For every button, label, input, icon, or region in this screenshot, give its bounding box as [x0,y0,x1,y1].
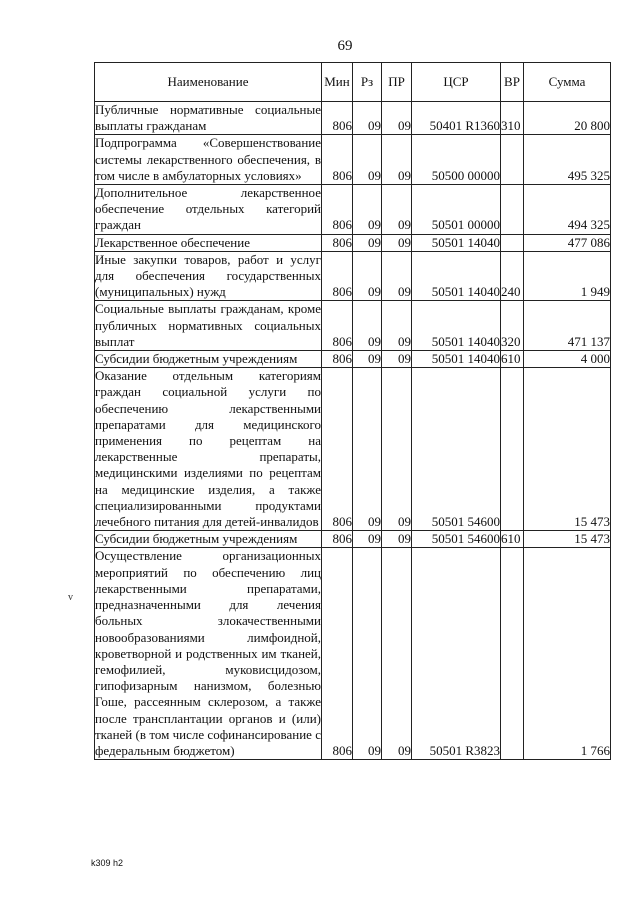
cell-csr: 50501 14040 [412,234,501,251]
cell-rz: 09 [353,251,382,301]
page-number: 69 [337,38,353,54]
cell-name: Публичные нормативные социальные выплаты гражданам [95,102,321,134]
cell-min: 806 [322,135,353,185]
cell-pr: 09 [382,185,412,235]
cell-vr [501,368,524,531]
cell-sum: 1 949 [524,251,611,301]
header-vr: ВР [501,63,524,102]
table-row [95,234,611,251]
cell-pr: 09 [382,135,412,185]
table-row [95,185,611,235]
cell-min: 806 [322,351,353,368]
cell-rz: 09 [353,135,382,185]
table-row [95,251,611,301]
cell-rz: 09 [353,368,382,531]
cell-min: 806 [322,531,353,548]
cell-sum: 4 000 [524,351,611,368]
table-row [95,351,611,368]
cell-csr: 50501 14040 [412,251,501,301]
cell-sum: 477 086 [524,234,611,251]
header-rz: Рз [353,63,382,102]
header-min: Мин [322,63,353,102]
table-row [95,301,611,351]
table-row [95,102,611,135]
cell-name: Осуществление организационных мероприятий по обеспечению лиц лекарственными препаратами, предназначенными для лечения больных злокачественными новообразованиями лимфоидной, кроветворной и родственных им тканей, гемофилией, муковисцидозом, гипофизарным нанизмом, болезнью Гоше, рассеянным склерозом, а также после трансплантации органов и (или) тканей (в том числе софинансирование с федеральным бюджетом) [95,548,321,758]
header-pr: ПР [382,63,412,102]
cell-vr: 610 [501,531,524,548]
cell-sum: 15 473 [524,531,611,548]
cell-rz: 09 [353,185,382,235]
cell-csr: 50500 00000 [412,135,501,185]
cell-pr: 09 [382,531,412,548]
cell-rz: 09 [353,531,382,548]
header-name: Наименование [95,63,322,102]
cell-vr: 310 [501,102,524,135]
cell-rz: 09 [353,548,382,760]
cell-min: 806 [322,548,353,760]
table-row [95,531,611,548]
header-sum: Сумма [524,63,611,102]
cell-min: 806 [322,185,353,235]
cell-vr [501,185,524,235]
cell-name: Иные закупки товаров, работ и услуг для обеспечения государственных (муниципальных) нужд [95,251,321,300]
cell-sum: 471 137 [524,301,611,351]
cell-min: 806 [322,301,353,351]
cell-vr: 610 [501,351,524,368]
footer-code: k309 h2 [91,858,124,868]
cell-sum: 495 325 [524,135,611,185]
cell-sum: 15 473 [524,368,611,531]
cell-pr: 09 [382,234,412,251]
table-row [95,368,611,531]
cell-vr [501,548,524,760]
budget-table [94,62,611,760]
cell-rz: 09 [353,301,382,351]
cell-csr: 50501 R3823 [412,548,501,760]
cell-csr: 50501 54600 [412,368,501,531]
cell-csr: 50501 54600 [412,531,501,548]
cell-csr: 50501 00000 [412,185,501,235]
cell-min: 806 [322,368,353,531]
cell-name: Оказание отдельным категориям граждан социальной услуги по обеспечению лекарственными препаратами для медицинского применения по рецептам на лекарственные препараты, медицинскими изделиями по рецептам на медицинские изделия, а также специализированными продуктами лечебного питания для детей-инвалидов [95,368,321,530]
cell-vr [501,135,524,185]
cell-vr [501,234,524,251]
cell-pr: 09 [382,548,412,760]
table-row [95,135,611,185]
cell-pr: 09 [382,301,412,351]
cell-rz: 09 [353,102,382,135]
cell-name: Социальные выплаты гражданам, кроме публичных нормативных социальных выплат [95,301,321,349]
cell-name: Субсидии бюджетным учреждениям [95,351,322,368]
cell-csr: 50501 14040 [412,351,501,368]
cell-name: Дополнительное лекарственное обеспечение отдельных категорий граждан [95,185,321,233]
cell-pr: 09 [382,251,412,301]
header-csr: ЦСР [412,63,501,102]
cell-rz: 09 [353,234,382,251]
cell-rz: 09 [353,351,382,368]
cell-pr: 09 [382,368,412,531]
cell-csr: 50401 R1360 [412,102,501,135]
cell-sum: 494 325 [524,185,611,235]
cell-pr: 09 [382,102,412,135]
cell-name: Лекарственное обеспечение [95,234,322,251]
cell-sum: 1 766 [524,548,611,760]
table-row [95,548,611,760]
cell-min: 806 [322,102,353,135]
margin-mark: v [68,592,73,603]
cell-vr: 240 [501,251,524,301]
cell-csr: 50501 14040 [412,301,501,351]
table-header-row [95,63,611,102]
cell-sum: 20 800 [524,102,611,135]
cell-min: 806 [322,234,353,251]
cell-name: Субсидии бюджетным учреждениям [95,531,322,548]
cell-pr: 09 [382,351,412,368]
cell-name: Подпрограмма «Совершенствование системы лекарственного обеспечения, в том числе в амбулаторных условиях» [95,135,321,183]
cell-vr: 320 [501,301,524,351]
table-body [95,102,611,760]
cell-min: 806 [322,251,353,301]
